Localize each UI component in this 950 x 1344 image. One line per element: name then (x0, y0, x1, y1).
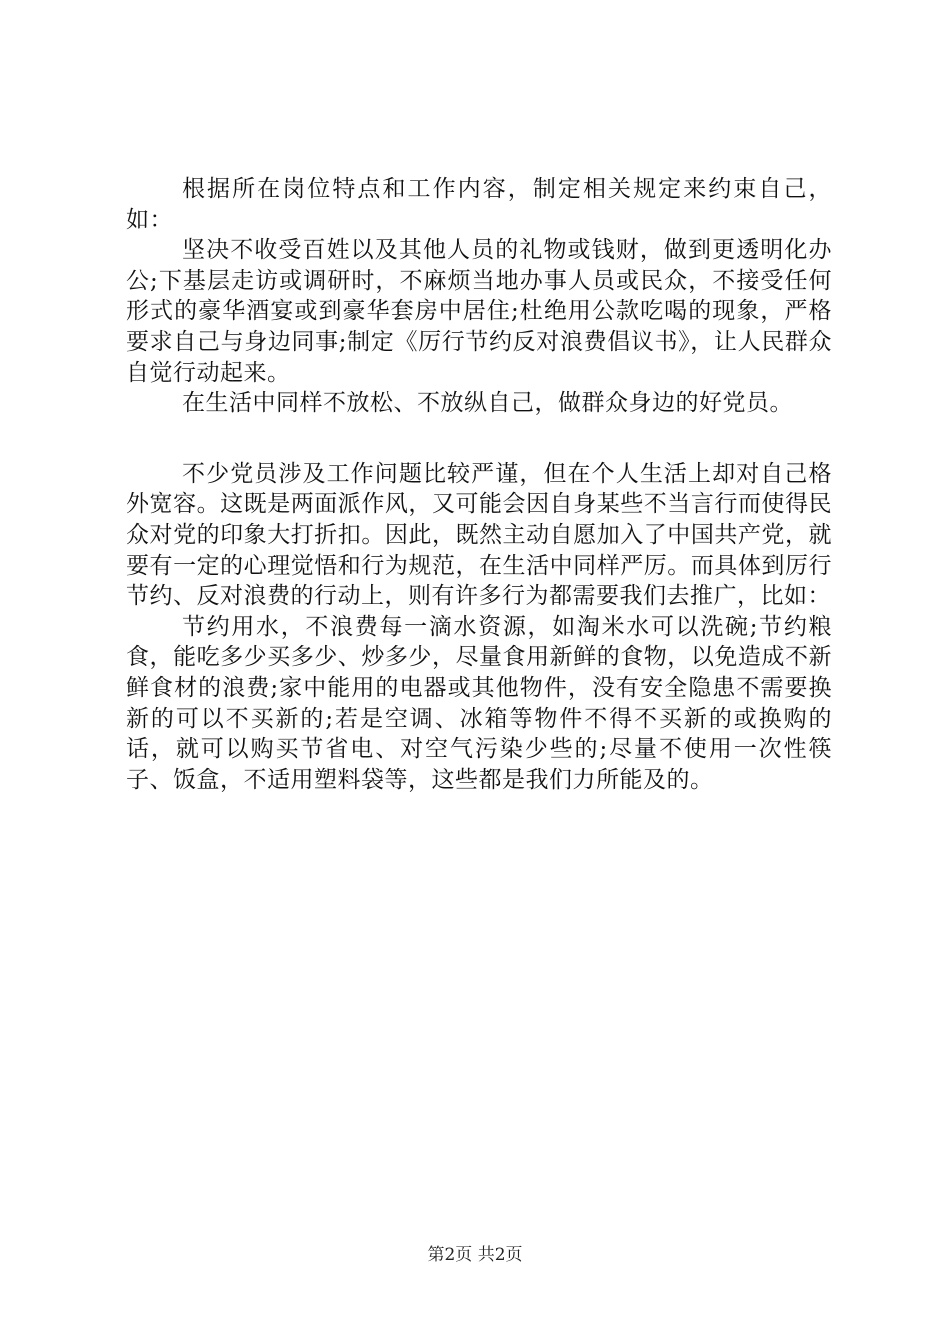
paragraph: 根据所在岗位特点和工作内容，制定相关规定来约束自己，如： (126, 176, 832, 233)
paragraph: 不少党员涉及工作问题比较严谨，但在个人生活上却对自己格外宽容。这既是两面派作风，又可能会因自身某些不当言行而使得民众对党的印象大打折扣。因此，既然主动自愿加入了中国共产党，就要有一定的心理觉悟和行为规范，在生活中同样严厉。而具体到厉行节约、反对浪费的行动上，则有许多行为都需要我们去推广，比如： (126, 460, 832, 610)
paragraph-spacer (126, 419, 832, 459)
paragraph: 节约用水，不浪费每一滴水资源，如淘米水可以洗碗;节约粮食，能吃多少买多少、炒多少，尽量食用新鲜的食物，以免造成不新鲜食材的浪费;家中能用的电器或其他物件，没有安全隐患不需要换新的可以不买新的;若是空调、冰箱等物件不得不买新的或换购的话，就可以购买节省电、对空气污染少些的;尽量不使用一次性筷子、饭盒，不适用塑料袋等，这些都是我们力所能及的。 (126, 613, 832, 793)
paragraph: 坚决不收受百姓以及其他人员的礼物或钱财，做到更透明化办公;下基层走访或调研时，不麻烦当地办事人员或民众，不接受任何形式的豪华酒宴或到豪华套房中居住;杜绝用公款吃喝的现象，严格要求自己与身边同事;制定《厉行节约反对浪费倡议书》，让人民群众自觉行动起来。 (126, 237, 832, 386)
document-body (126, 174, 832, 795)
paragraph: 在生活中同样不放松、不放纵自己，做群众身边的好党员。 (182, 390, 793, 417)
page-number-footer: 第2页 共2页 (427, 1245, 523, 1265)
